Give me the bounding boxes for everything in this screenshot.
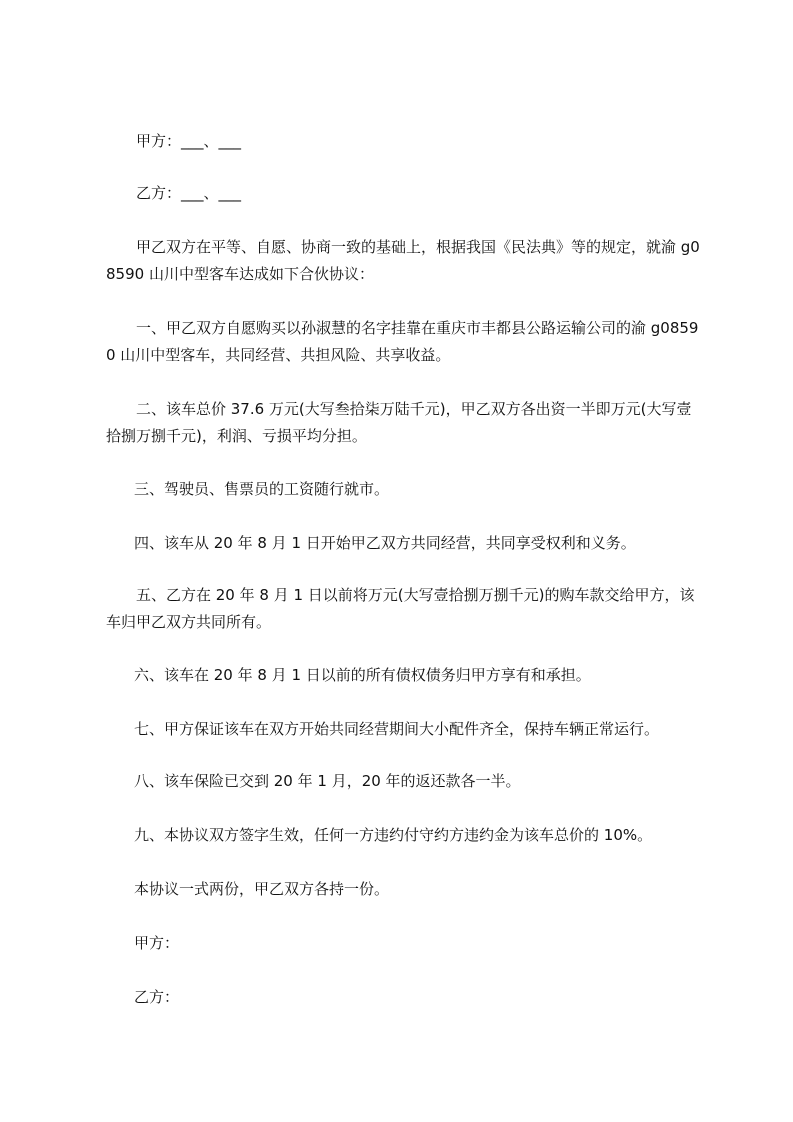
clause-9: 九、本协议双方签字生效，任何一方违约付守约方违约金为该车总价的 10%。	[134, 826, 653, 844]
party-b-header: 乙方：___、___	[136, 184, 242, 202]
signature-party-b: 乙方：	[134, 988, 180, 1006]
clause-4: 四、该车从 20 年 8 月 1 日开始甲乙双方共同经营，共同享受权利和义务。	[134, 534, 636, 552]
agreement-intro: 甲乙双方在平等、自愿、协商一致的基础上，根据我国《民法典》等的规定，就渝 g08590 山川中型客车达成如下合伙协议：	[106, 238, 700, 283]
clause-6: 六、该车在 20 年 8 月 1 日以前的所有债权债务归甲方享有和承担。	[134, 666, 591, 684]
clause-1: 一、甲乙双方自愿购买以孙淑慧的名字挂靠在重庆市丰都县公路运输公司的渝 g08590 山川中型客车，共同经营、共担风险、共享收益。	[106, 319, 699, 364]
clause-5: 五、乙方在 20 年 8 月 1 日以前将万元(大写壹拾捌万捌千元)的购车款交给甲方，该车归甲乙双方共同所有。	[106, 586, 695, 631]
closing-statement: 本协议一式两份，甲乙双方各持一份。	[134, 880, 390, 898]
clause-7: 七、甲方保证该车在双方开始共同经营期间大小配件齐全，保持车辆正常运行。	[134, 720, 660, 738]
signature-party-a: 甲方：	[134, 934, 180, 952]
party-a-header: 甲方：___、___	[136, 132, 242, 150]
clause-3: 三、驾驶员、售票员的工资随行就市。	[134, 480, 390, 498]
clause-2: 二、该车总价 37.6 万元(大写叁拾柒万陆千元)，甲乙双方各出资一半即万元(大写壹拾捌万捌千元)，利润、亏损平均分担。	[106, 400, 692, 445]
clause-8: 八、该车保险已交到 20 年 1 月，20 年的返还款各一半。	[134, 772, 521, 790]
